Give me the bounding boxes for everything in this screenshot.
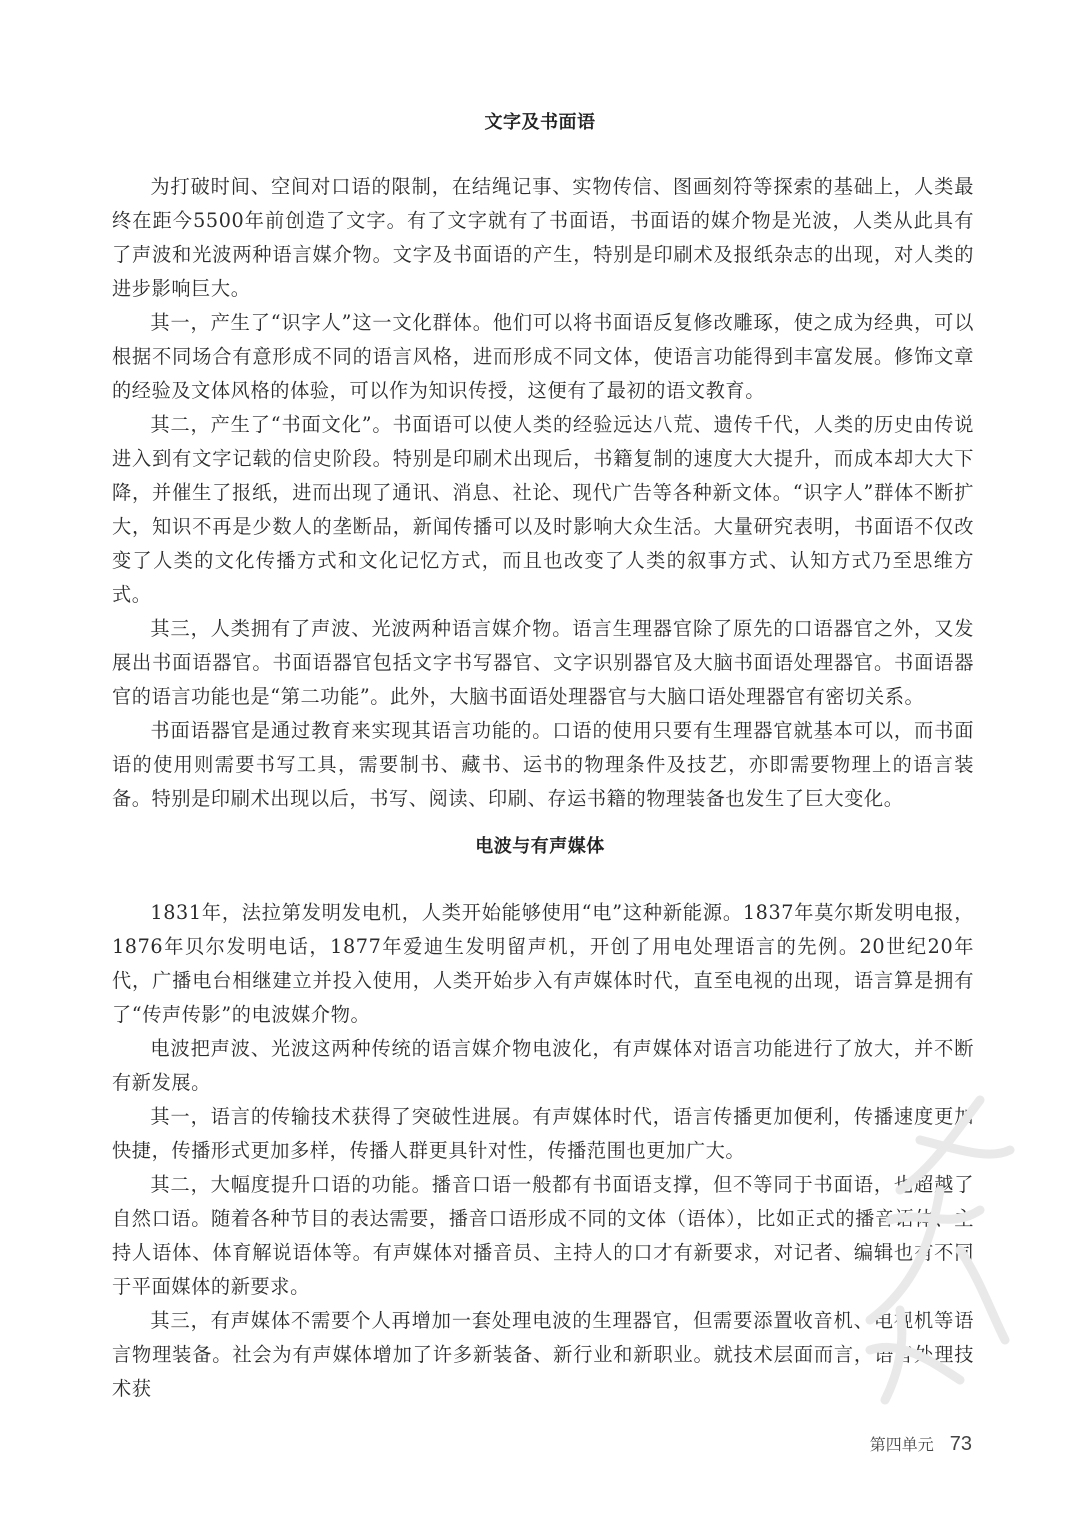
paragraph: 其二，产生了“书面文化”。书面语可以使人类的经验远达八荒、遗传千代，人类的历史由传说进入到有文字记载的信史阶段。特别是印刷术出现后，书籍复制的速度大大提升，而成本却大大下降，并催生了报纸，进而出现了通讯、消息、社论、现代广告等各种新文体。“识字人”群体不断扩大，知识不再是少数人的垄断品，新闻传播可以及时影响大众生活。大量研究表明，书面语不仅改变了人类的文化传播方式和文化记忆方式，而且也改变了人类的叙事方式、认知方式乃至思维方式。 — [112, 413, 974, 606]
paragraph: 为打破时间、空间对口语的限制，在结绳记事、实物传信、图画刻符等探索的基础上，人类最终在距今5500年前创造了文字。有了文字就有了书面语，书面语的媒介物是光波，人类从此具有了声波和光波两种语言媒介物。文字及书面语的产生，特别是印刷术及报纸杂志的出现，对人类的进步影响巨大。 — [112, 175, 974, 300]
section-title-radio-media: 电波与有声媒体 — [475, 836, 605, 857]
paragraph: 其一，语言的传输技术获得了突破性进展。有声媒体时代，语言传播更加便利，传播速度更加快捷，传播形式更加多样，传播人群更具针对性，传播范围也更加广大。 — [112, 1105, 974, 1162]
section-body-writing — [112, 170, 974, 816]
page-number: 73 — [949, 1433, 972, 1455]
paragraph: 其三，人类拥有了声波、光波两种语言媒介物。语言生理器官除了原先的口语器官之外，又发展出书面语器官。书面语器官包括文字书写器官、文字识别器官及大脑书面语处理器官。书面语器官的语言功能也是“第二功能”。此外，大脑书面语处理器官与大脑口语处理器官有密切关系。 — [112, 617, 974, 708]
paragraph: 其一，产生了“识字人”这一文化群体。他们可以将书面语反复修改雕琢，使之成为经典，可以根据不同场合有意形成不同的语言风格，进而形成不同文体，使语言功能得到丰富发展。修饰文章的经验及文体风格的体验，可以作为知识传授，这便有了最初的语文教育。 — [112, 311, 974, 402]
section-body-radio-media — [112, 896, 974, 1406]
unit-label: 第四单元 — [869, 1435, 934, 1454]
paragraph: 1831年，法拉第发明发电机，人类开始能够使用“电”这种新能源。1837年莫尔斯发明电报，1876年贝尔发明电话，1877年爱迪生发明留声机，开创了用电处理语言的先例。20世纪20年代，广播电台相继建立并投入使用，人类开始步入有声媒体时代，直至电视的出现，语言算是拥有了“传声传影”的电波媒介物。 — [112, 901, 974, 1026]
section-title-writing: 文字及书面语 — [484, 112, 596, 133]
paragraph: 书面语器官是通过教育来实现其语言功能的。口语的使用只要有生理器官就基本可以，而书面语的使用则需要书写工具，需要制书、藏书、运书的物理条件及技艺，亦即需要物理上的语言装备。特别是印刷术出现以后，书写、阅读、印刷、存运书籍的物理装备也发生了巨大变化。 — [112, 719, 974, 810]
paragraph: 其二，大幅度提升口语的功能。播音口语一般都有书面语支撑，但不等同于书面语，也超越了自然口语。随着各种节目的表达需要，播音口语形成不同的文体（语体），比如正式的播音语体、主持人语体、体育解说语体等。有声媒体对播音员、主持人的口才有新要求，对记者、编辑也有不同于平面媒体的新要求。 — [112, 1173, 974, 1298]
paragraph: 电波把声波、光波这两种传统的语言媒介物电波化，有声媒体对语言功能进行了放大，并不断有新发展。 — [112, 1037, 974, 1094]
page-footer — [870, 1432, 972, 1456]
paragraph: 其三，有声媒体不需要个人再增加一套处理电波的生理器官，但需要添置收音机、电视机等语言物理装备。社会为有声媒体增加了许多新装备、新行业和新职业。就技术层面而言，语音处理技术获 — [112, 1309, 974, 1400]
